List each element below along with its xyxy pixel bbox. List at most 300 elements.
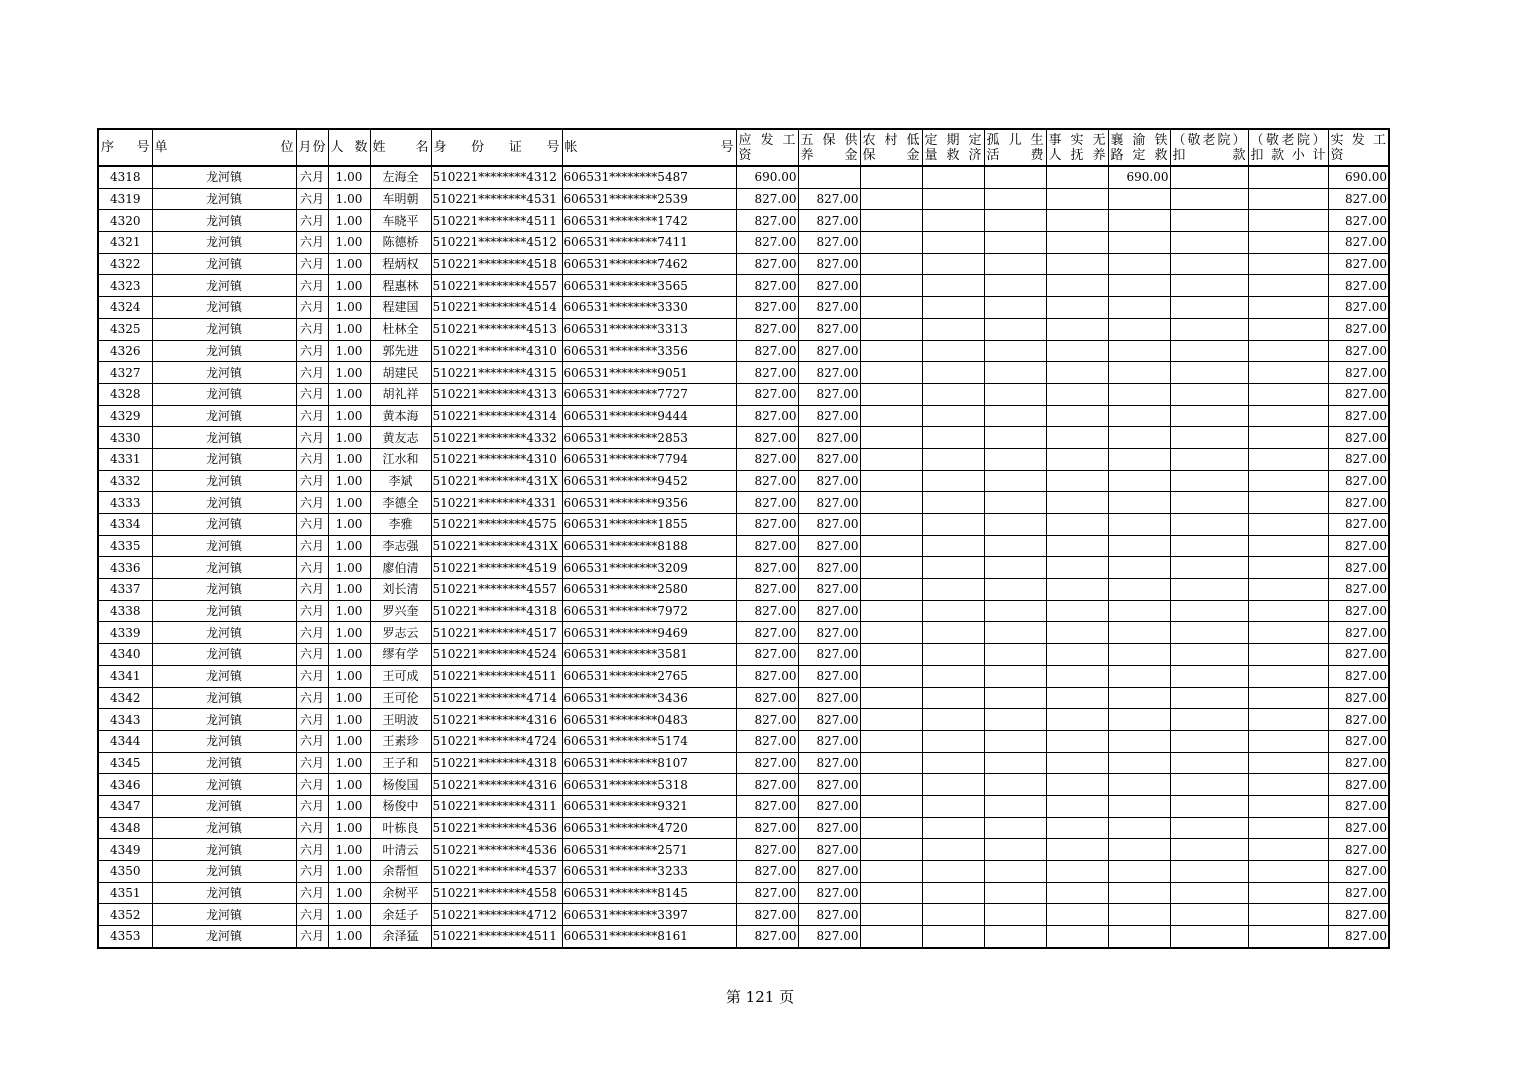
cell-seq: 4349 [98, 839, 152, 861]
cell-name: 罗兴奎 [370, 600, 431, 622]
col-header-five-guarantee: 五 保 供 养 金 [798, 129, 860, 166]
cell-account: 606531********2765 [562, 665, 736, 687]
cell-month: 六月 [296, 405, 328, 427]
table-row [98, 535, 1389, 557]
table-body [98, 166, 1389, 948]
cell-fixed-relief [922, 448, 984, 470]
cell-id-number: 510221********4511 [431, 665, 562, 687]
cell-name: 程炳权 [370, 253, 431, 275]
cell-five-guarantee: 827.00 [798, 622, 860, 644]
cell-orphan [984, 557, 1046, 579]
cell-orphan [984, 318, 1046, 340]
cell-gross-pay: 827.00 [736, 926, 798, 948]
col-header-seq: 序 号 [98, 129, 152, 166]
cell-id-number: 510221********4536 [431, 839, 562, 861]
cell-gross-pay: 827.00 [736, 427, 798, 449]
cell-rural-dibao [860, 448, 922, 470]
cell-count: 1.00 [328, 340, 370, 362]
cell-month: 六月 [296, 904, 328, 926]
cell-fixed-relief [922, 232, 984, 254]
cell-fixed-relief [922, 188, 984, 210]
cell-id-number: 510221********4511 [431, 210, 562, 232]
cell-fixed-relief [922, 709, 984, 731]
cell-unsupported [1046, 232, 1108, 254]
cell-deduction [1170, 926, 1248, 948]
cell-account: 606531********8145 [562, 882, 736, 904]
cell-net-pay: 827.00 [1328, 579, 1389, 601]
cell-name: 李志强 [370, 535, 431, 557]
cell-deduction-subtotal [1248, 622, 1328, 644]
cell-deduction [1170, 752, 1248, 774]
cell-seq: 4348 [98, 817, 152, 839]
cell-count: 1.00 [328, 709, 370, 731]
cell-unsupported [1046, 904, 1108, 926]
cell-deduction [1170, 535, 1248, 557]
cell-fixed-relief [922, 644, 984, 666]
cell-five-guarantee: 827.00 [798, 188, 860, 210]
cell-count: 1.00 [328, 188, 370, 210]
cell-account: 606531********3397 [562, 904, 736, 926]
cell-gross-pay: 827.00 [736, 687, 798, 709]
cell-count: 1.00 [328, 253, 370, 275]
cell-count: 1.00 [328, 644, 370, 666]
cell-unsupported [1046, 318, 1108, 340]
cell-id-number: 510221********4310 [431, 340, 562, 362]
cell-seq: 4351 [98, 882, 152, 904]
cell-orphan [984, 188, 1046, 210]
payment-table [97, 128, 1390, 949]
cell-name: 李雅 [370, 514, 431, 536]
cell-month: 六月 [296, 318, 328, 340]
cell-deduction [1170, 774, 1248, 796]
cell-five-guarantee: 827.00 [798, 535, 860, 557]
cell-name: 车明朝 [370, 188, 431, 210]
cell-account: 606531********3233 [562, 861, 736, 883]
cell-five-guarantee: 827.00 [798, 752, 860, 774]
cell-xiangyu-railway [1108, 709, 1170, 731]
cell-unsupported [1046, 383, 1108, 405]
cell-unsupported [1046, 644, 1108, 666]
cell-name: 王可伦 [370, 687, 431, 709]
cell-xiangyu-railway [1108, 687, 1170, 709]
cell-id-number: 510221********4519 [431, 557, 562, 579]
cell-deduction [1170, 795, 1248, 817]
cell-gross-pay: 827.00 [736, 340, 798, 362]
cell-orphan [984, 730, 1046, 752]
cell-count: 1.00 [328, 752, 370, 774]
cell-unit: 龙河镇 [152, 861, 296, 883]
cell-orphan [984, 774, 1046, 796]
cell-rural-dibao [860, 210, 922, 232]
cell-net-pay: 827.00 [1328, 405, 1389, 427]
cell-rural-dibao [860, 188, 922, 210]
cell-deduction [1170, 275, 1248, 297]
cell-five-guarantee: 827.00 [798, 904, 860, 926]
cell-gross-pay: 827.00 [736, 730, 798, 752]
cell-xiangyu-railway [1108, 579, 1170, 601]
cell-fixed-relief [922, 861, 984, 883]
cell-fixed-relief [922, 752, 984, 774]
cell-name: 缪有学 [370, 644, 431, 666]
cell-orphan [984, 405, 1046, 427]
cell-xiangyu-railway [1108, 600, 1170, 622]
cell-deduction-subtotal [1248, 579, 1328, 601]
cell-seq: 4335 [98, 535, 152, 557]
cell-fixed-relief [922, 579, 984, 601]
cell-count: 1.00 [328, 427, 370, 449]
cell-five-guarantee: 827.00 [798, 730, 860, 752]
cell-name: 左海全 [370, 166, 431, 188]
cell-gross-pay: 827.00 [736, 752, 798, 774]
table-row [98, 275, 1389, 297]
table-row [98, 427, 1389, 449]
cell-deduction-subtotal [1248, 557, 1328, 579]
cell-account: 606531********2539 [562, 188, 736, 210]
cell-five-guarantee: 827.00 [798, 687, 860, 709]
cell-five-guarantee [798, 166, 860, 188]
cell-rural-dibao [860, 232, 922, 254]
table-row [98, 318, 1389, 340]
cell-net-pay: 827.00 [1328, 514, 1389, 536]
cell-name: 黄友志 [370, 427, 431, 449]
cell-rural-dibao [860, 340, 922, 362]
cell-name: 王子和 [370, 752, 431, 774]
cell-account: 606531********7972 [562, 600, 736, 622]
cell-count: 1.00 [328, 166, 370, 188]
cell-name: 王明波 [370, 709, 431, 731]
cell-net-pay: 827.00 [1328, 232, 1389, 254]
cell-rural-dibao [860, 904, 922, 926]
cell-unsupported [1046, 210, 1108, 232]
cell-id-number: 510221********4575 [431, 514, 562, 536]
cell-month: 六月 [296, 622, 328, 644]
table-row [98, 470, 1389, 492]
cell-month: 六月 [296, 665, 328, 687]
cell-unit: 龙河镇 [152, 232, 296, 254]
cell-name: 黄本海 [370, 405, 431, 427]
cell-deduction-subtotal [1248, 253, 1328, 275]
cell-count: 1.00 [328, 839, 370, 861]
cell-deduction-subtotal [1248, 514, 1328, 536]
cell-month: 六月 [296, 253, 328, 275]
cell-rural-dibao [860, 774, 922, 796]
cell-id-number: 510221********4313 [431, 383, 562, 405]
cell-rural-dibao [860, 405, 922, 427]
cell-month: 六月 [296, 752, 328, 774]
cell-orphan [984, 448, 1046, 470]
cell-id-number: 510221********4518 [431, 253, 562, 275]
cell-five-guarantee: 827.00 [798, 383, 860, 405]
cell-unit: 龙河镇 [152, 709, 296, 731]
cell-net-pay: 827.00 [1328, 752, 1389, 774]
cell-xiangyu-railway [1108, 492, 1170, 514]
page-number: 第 121 页 [725, 988, 795, 1006]
cell-deduction-subtotal [1248, 687, 1328, 709]
cell-unsupported [1046, 253, 1108, 275]
cell-xiangyu-railway [1108, 232, 1170, 254]
cell-orphan [984, 752, 1046, 774]
cell-xiangyu-railway [1108, 383, 1170, 405]
cell-seq: 4327 [98, 362, 152, 384]
cell-name: 王可成 [370, 665, 431, 687]
cell-month: 六月 [296, 644, 328, 666]
cell-gross-pay: 827.00 [736, 448, 798, 470]
cell-count: 1.00 [328, 687, 370, 709]
cell-unit: 龙河镇 [152, 448, 296, 470]
cell-seq: 4330 [98, 427, 152, 449]
table-row [98, 514, 1389, 536]
table-row [98, 622, 1389, 644]
cell-id-number: 510221********4311 [431, 795, 562, 817]
cell-deduction-subtotal [1248, 232, 1328, 254]
cell-unsupported [1046, 665, 1108, 687]
cell-account: 606531********9444 [562, 405, 736, 427]
cell-deduction [1170, 579, 1248, 601]
cell-gross-pay: 827.00 [736, 665, 798, 687]
cell-deduction [1170, 904, 1248, 926]
cell-month: 六月 [296, 600, 328, 622]
cell-count: 1.00 [328, 665, 370, 687]
table-row [98, 709, 1389, 731]
cell-xiangyu-railway: 690.00 [1108, 166, 1170, 188]
cell-seq: 4324 [98, 297, 152, 319]
cell-unsupported [1046, 622, 1108, 644]
col-header-fixed-relief: 定 期 定 量 救 济 [922, 129, 984, 166]
cell-id-number: 510221********4310 [431, 448, 562, 470]
cell-deduction-subtotal [1248, 839, 1328, 861]
cell-count: 1.00 [328, 579, 370, 601]
cell-orphan [984, 340, 1046, 362]
cell-rural-dibao [860, 622, 922, 644]
cell-five-guarantee: 827.00 [798, 926, 860, 948]
cell-unit: 龙河镇 [152, 210, 296, 232]
cell-five-guarantee: 827.00 [798, 557, 860, 579]
cell-gross-pay: 827.00 [736, 622, 798, 644]
cell-gross-pay: 827.00 [736, 232, 798, 254]
cell-net-pay: 827.00 [1328, 795, 1389, 817]
col-header-month: 月份 [296, 129, 328, 166]
cell-unsupported [1046, 275, 1108, 297]
cell-month: 六月 [296, 448, 328, 470]
cell-five-guarantee: 827.00 [798, 232, 860, 254]
cell-net-pay: 690.00 [1328, 166, 1389, 188]
cell-account: 606531********3581 [562, 644, 736, 666]
cell-unsupported [1046, 166, 1108, 188]
cell-unsupported [1046, 492, 1108, 514]
cell-xiangyu-railway [1108, 210, 1170, 232]
cell-rural-dibao [860, 297, 922, 319]
cell-name: 江水和 [370, 448, 431, 470]
cell-account: 606531********9452 [562, 470, 736, 492]
cell-month: 六月 [296, 579, 328, 601]
cell-fixed-relief [922, 926, 984, 948]
cell-deduction-subtotal [1248, 188, 1328, 210]
cell-xiangyu-railway [1108, 362, 1170, 384]
cell-account: 606531********8188 [562, 535, 736, 557]
cell-seq: 4341 [98, 665, 152, 687]
cell-rural-dibao [860, 318, 922, 340]
cell-fixed-relief [922, 383, 984, 405]
cell-seq: 4350 [98, 861, 152, 883]
cell-gross-pay: 827.00 [736, 600, 798, 622]
cell-gross-pay: 827.00 [736, 470, 798, 492]
table-row [98, 904, 1389, 926]
cell-deduction-subtotal [1248, 210, 1328, 232]
cell-count: 1.00 [328, 362, 370, 384]
cell-deduction [1170, 687, 1248, 709]
cell-fixed-relief [922, 882, 984, 904]
cell-name: 余帮恒 [370, 861, 431, 883]
cell-deduction [1170, 882, 1248, 904]
cell-gross-pay: 690.00 [736, 166, 798, 188]
cell-deduction [1170, 730, 1248, 752]
cell-xiangyu-railway [1108, 752, 1170, 774]
cell-account: 606531********3356 [562, 340, 736, 362]
cell-orphan [984, 926, 1046, 948]
cell-fixed-relief [922, 492, 984, 514]
cell-deduction [1170, 297, 1248, 319]
cell-five-guarantee: 827.00 [798, 861, 860, 883]
cell-gross-pay: 827.00 [736, 644, 798, 666]
cell-seq: 4318 [98, 166, 152, 188]
cell-unit: 龙河镇 [152, 275, 296, 297]
cell-seq: 4343 [98, 709, 152, 731]
cell-net-pay: 827.00 [1328, 470, 1389, 492]
cell-account: 606531********5487 [562, 166, 736, 188]
cell-gross-pay: 827.00 [736, 383, 798, 405]
cell-unit: 龙河镇 [152, 795, 296, 817]
cell-name: 叶栋良 [370, 817, 431, 839]
cell-seq: 4347 [98, 795, 152, 817]
cell-name: 程惠林 [370, 275, 431, 297]
cell-unit: 龙河镇 [152, 362, 296, 384]
cell-unsupported [1046, 405, 1108, 427]
table-row [98, 926, 1389, 948]
cell-net-pay: 827.00 [1328, 188, 1389, 210]
cell-count: 1.00 [328, 383, 370, 405]
cell-fixed-relief [922, 795, 984, 817]
table-row [98, 579, 1389, 601]
cell-orphan [984, 362, 1046, 384]
cell-xiangyu-railway [1108, 861, 1170, 883]
cell-month: 六月 [296, 795, 328, 817]
cell-id-number: 510221********4316 [431, 774, 562, 796]
cell-name: 郭先进 [370, 340, 431, 362]
cell-id-number: 510221********4712 [431, 904, 562, 926]
cell-xiangyu-railway [1108, 839, 1170, 861]
cell-net-pay: 827.00 [1328, 492, 1389, 514]
cell-account: 606531********2580 [562, 579, 736, 601]
cell-deduction [1170, 600, 1248, 622]
cell-account: 606531********9469 [562, 622, 736, 644]
cell-deduction-subtotal [1248, 166, 1328, 188]
cell-gross-pay: 827.00 [736, 210, 798, 232]
cell-unit: 龙河镇 [152, 470, 296, 492]
cell-deduction-subtotal [1248, 492, 1328, 514]
cell-unit: 龙河镇 [152, 514, 296, 536]
cell-seq: 4332 [98, 470, 152, 492]
cell-orphan [984, 232, 1046, 254]
cell-net-pay: 827.00 [1328, 709, 1389, 731]
cell-name: 李斌 [370, 470, 431, 492]
cell-count: 1.00 [328, 730, 370, 752]
cell-deduction [1170, 709, 1248, 731]
cell-rural-dibao [860, 709, 922, 731]
cell-gross-pay: 827.00 [736, 795, 798, 817]
cell-seq: 4352 [98, 904, 152, 926]
cell-id-number: 510221********4714 [431, 687, 562, 709]
cell-deduction-subtotal [1248, 600, 1328, 622]
cell-month: 六月 [296, 839, 328, 861]
cell-month: 六月 [296, 709, 328, 731]
cell-xiangyu-railway [1108, 275, 1170, 297]
col-header-unsupported: 事 实 无 人 抚 养 [1046, 129, 1108, 166]
cell-id-number: 510221********4513 [431, 318, 562, 340]
cell-seq: 4344 [98, 730, 152, 752]
table-row [98, 253, 1389, 275]
cell-deduction [1170, 861, 1248, 883]
cell-deduction-subtotal [1248, 926, 1328, 948]
cell-net-pay: 827.00 [1328, 448, 1389, 470]
cell-month: 六月 [296, 730, 328, 752]
cell-fixed-relief [922, 687, 984, 709]
cell-id-number: 510221********4558 [431, 882, 562, 904]
cell-fixed-relief [922, 362, 984, 384]
cell-month: 六月 [296, 340, 328, 362]
cell-fixed-relief [922, 774, 984, 796]
cell-seq: 4338 [98, 600, 152, 622]
cell-unsupported [1046, 340, 1108, 362]
cell-fixed-relief [922, 470, 984, 492]
cell-orphan [984, 275, 1046, 297]
cell-orphan [984, 600, 1046, 622]
cell-five-guarantee: 827.00 [798, 839, 860, 861]
cell-fixed-relief [922, 405, 984, 427]
cell-five-guarantee: 827.00 [798, 709, 860, 731]
cell-id-number: 510221********4531 [431, 188, 562, 210]
cell-unit: 龙河镇 [152, 383, 296, 405]
cell-count: 1.00 [328, 275, 370, 297]
cell-fixed-relief [922, 817, 984, 839]
cell-xiangyu-railway [1108, 730, 1170, 752]
cell-fixed-relief [922, 535, 984, 557]
cell-month: 六月 [296, 210, 328, 232]
cell-fixed-relief [922, 210, 984, 232]
cell-month: 六月 [296, 275, 328, 297]
cell-id-number: 510221********4315 [431, 362, 562, 384]
cell-five-guarantee: 827.00 [798, 448, 860, 470]
cell-fixed-relief [922, 839, 984, 861]
cell-month: 六月 [296, 362, 328, 384]
cell-unit: 龙河镇 [152, 253, 296, 275]
cell-orphan [984, 644, 1046, 666]
cell-xiangyu-railway [1108, 665, 1170, 687]
cell-net-pay: 827.00 [1328, 362, 1389, 384]
cell-unsupported [1046, 535, 1108, 557]
cell-fixed-relief [922, 297, 984, 319]
cell-name: 胡建民 [370, 362, 431, 384]
cell-deduction-subtotal [1248, 427, 1328, 449]
cell-deduction-subtotal [1248, 730, 1328, 752]
cell-month: 六月 [296, 774, 328, 796]
col-header-gross-pay: 应 发 工 资 [736, 129, 798, 166]
cell-orphan [984, 665, 1046, 687]
cell-deduction-subtotal [1248, 644, 1328, 666]
cell-count: 1.00 [328, 861, 370, 883]
col-header-unit: 单 位 [152, 129, 296, 166]
cell-net-pay: 827.00 [1328, 535, 1389, 557]
cell-count: 1.00 [328, 535, 370, 557]
